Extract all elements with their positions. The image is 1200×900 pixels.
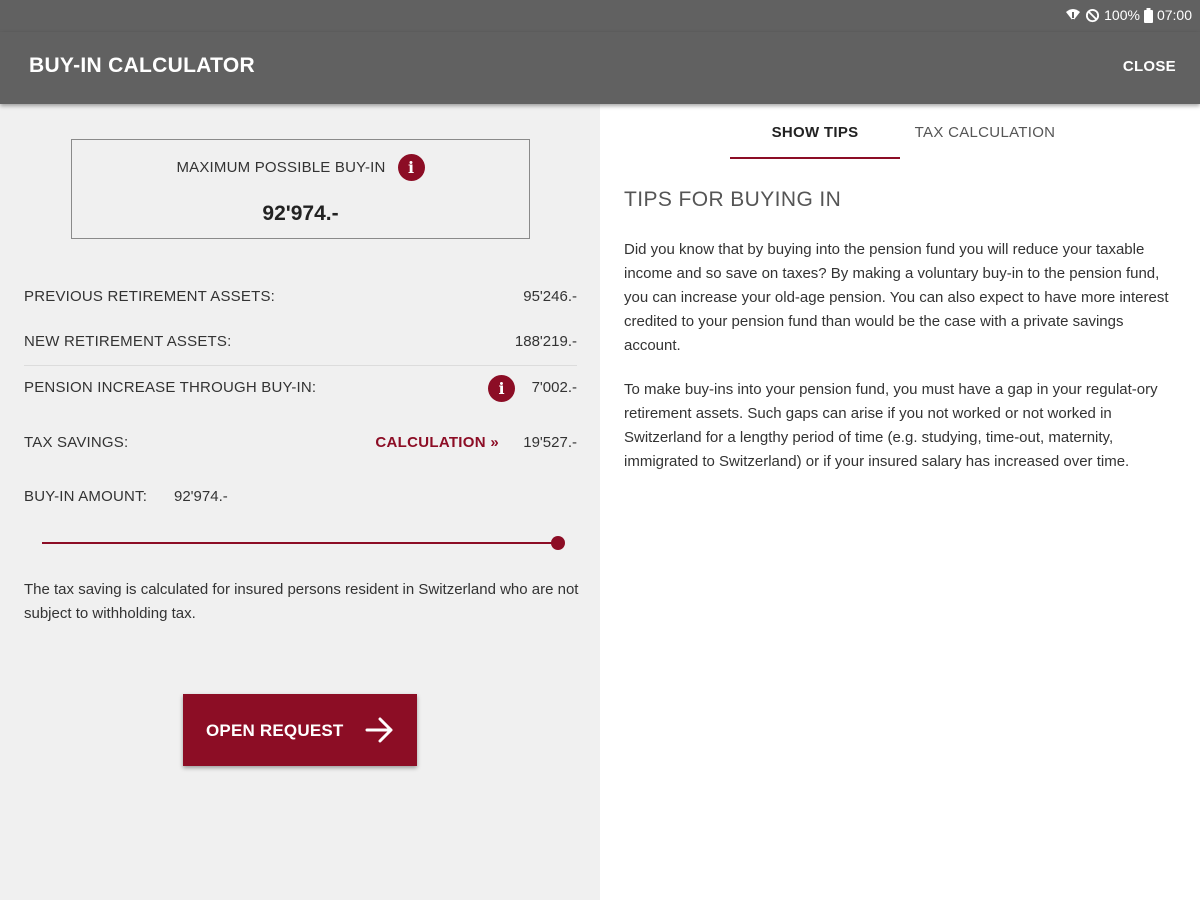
tab-bar	[730, 104, 1070, 160]
calculator-panel	[0, 104, 600, 900]
max-buyin-box	[71, 139, 530, 239]
battery-percent: 100%	[1104, 7, 1140, 23]
status-bar	[0, 0, 1200, 32]
divider	[24, 365, 577, 366]
wifi-icon	[1065, 8, 1081, 22]
info-icon[interactable]: i	[398, 154, 425, 181]
max-buyin-value: 92'974.-	[262, 202, 339, 225]
slider-thumb[interactable]	[551, 536, 565, 550]
previous-assets-value: 95'246.-	[523, 288, 577, 305]
info-icon[interactable]: i	[488, 375, 515, 402]
arrow-right-icon	[365, 717, 395, 748]
pension-increase-value: 7'002.-	[531, 379, 577, 396]
new-assets-value: 188'219.-	[514, 333, 577, 350]
tips-title: TIPS FOR BUYING IN	[624, 188, 842, 211]
calculation-link[interactable]: CALCULATION »	[375, 434, 499, 451]
max-buyin-header	[72, 154, 529, 181]
close-button[interactable]: CLOSE	[1122, 58, 1176, 75]
tab-tax-calculation[interactable]: TAX CALCULATION	[914, 124, 1056, 141]
active-tab-indicator	[730, 157, 900, 159]
tips-panel	[600, 104, 1200, 900]
max-buyin-label: MAXIMUM POSSIBLE BUY-IN	[176, 159, 386, 176]
new-assets-label: NEW RETIREMENT ASSETS:	[24, 333, 232, 350]
pension-increase-row	[24, 377, 577, 401]
open-request-button[interactable]	[183, 694, 417, 766]
tips-paragraph: To make buy-ins into your pension fund, you must have a gap in your regulat-ory retirement assets. Such gaps can arise if you not worked or not worked in Switzerland for a lengthy period of time (e.g. studying, time-out, maternity, immigrated to Switzerland) or if your insured salary has increased over time.	[624, 381, 1158, 470]
buyin-amount-slider[interactable]	[42, 532, 566, 554]
buyin-amount-row	[24, 486, 577, 510]
tips-paragraph: Did you know that by buying into the pension fund you will reduce your taxable income and so save on taxes? By making a voluntary buy-in to the pension fund, you can increase your old-age pension. You can also expect to have more interest credited to your pension fund than would be the case with a private savings account.	[624, 241, 1169, 354]
previous-assets-label: PREVIOUS RETIREMENT ASSETS:	[24, 288, 276, 305]
pension-increase-label: PENSION INCREASE THROUGH BUY-IN:	[24, 379, 317, 396]
tax-savings-value: 19'527.-	[523, 434, 577, 451]
previous-assets-row	[24, 286, 577, 310]
page-title: BUY-IN CALCULATOR	[29, 54, 255, 77]
buyin-amount-label: BUY-IN AMOUNT:	[24, 488, 148, 505]
clock: 07:00	[1156, 7, 1192, 23]
battery-icon	[1144, 8, 1153, 23]
new-assets-row	[24, 331, 577, 355]
buyin-amount-value: 92'974.-	[174, 488, 228, 505]
app-bar	[0, 32, 1200, 104]
status-icons	[1065, 7, 1192, 23]
tax-note: The tax saving is calculated for insured persons resident in Switzerland who are not subject to withholding tax.	[24, 581, 579, 622]
open-request-label: OPEN REQUEST	[206, 721, 344, 740]
tax-savings-label: TAX SAVINGS:	[24, 434, 129, 451]
slider-track[interactable]	[42, 542, 558, 544]
tax-savings-row	[24, 432, 577, 456]
do-not-disturb-icon	[1085, 8, 1100, 23]
tab-show-tips[interactable]: SHOW TIPS	[771, 124, 859, 141]
